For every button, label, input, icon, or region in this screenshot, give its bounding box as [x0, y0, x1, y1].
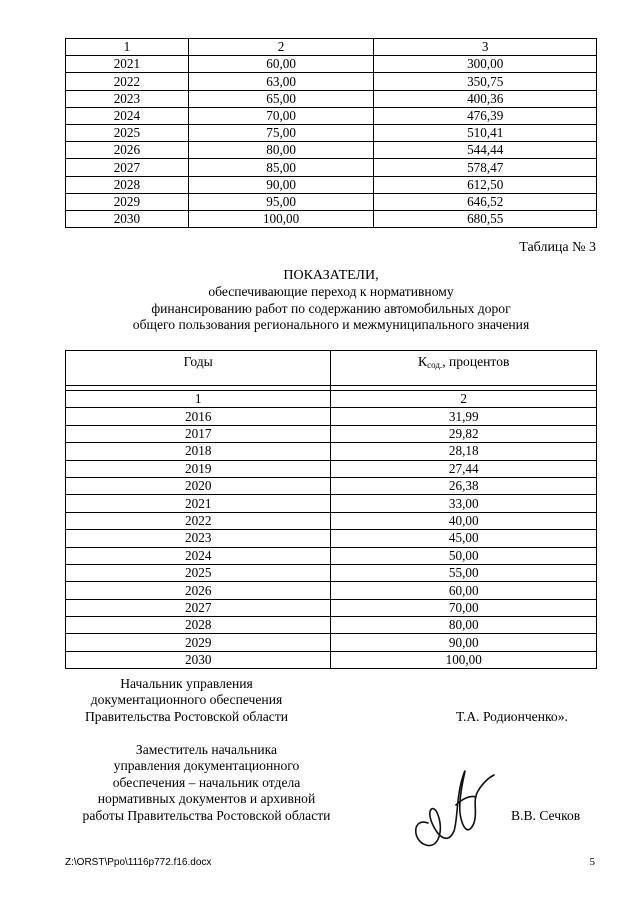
- table-row: [66, 73, 597, 90]
- table-row: [66, 210, 597, 227]
- title-line: документационного обеспечения: [90, 692, 283, 708]
- table-row: [66, 107, 597, 124]
- value-cell: 75,00: [188, 124, 374, 141]
- year-cell: 2025: [66, 564, 331, 581]
- table-header-row: [66, 39, 597, 56]
- heading-line: обеспечивающие переход к нормативному: [208, 284, 454, 300]
- percent-cell: 31,99: [331, 408, 597, 425]
- year-cell: 2020: [66, 477, 331, 494]
- percent-cell: 28,18: [331, 443, 597, 460]
- year-cell: 2026: [66, 142, 189, 159]
- table-row: [66, 408, 597, 425]
- header-k-percent: [331, 351, 597, 386]
- value-cell: 300,00: [374, 56, 597, 73]
- signatory-1-name: Т.А. Родионченко».: [456, 709, 568, 724]
- value-cell: 63,00: [188, 73, 374, 90]
- title-line: Начальник управления: [120, 676, 253, 691]
- year-cell: 2027: [66, 599, 331, 616]
- indicators-table-continued: [65, 38, 597, 228]
- table-row: [66, 425, 597, 442]
- value-cell: 350,75: [374, 73, 597, 90]
- table-row: [66, 564, 597, 581]
- table-header-row: [66, 351, 597, 386]
- value-cell: 510,41: [374, 124, 597, 141]
- year-cell: 2023: [66, 530, 331, 547]
- value-cell: 65,00: [188, 90, 374, 107]
- percent-cell: 29,82: [331, 425, 597, 442]
- year-cell: 2027: [66, 159, 189, 176]
- year-cell: 2029: [66, 193, 189, 210]
- percent-cell: 90,00: [331, 634, 597, 651]
- table-row: [66, 651, 597, 668]
- value-cell: 680,55: [374, 210, 597, 227]
- table-row: [66, 547, 597, 564]
- table-row: [66, 512, 597, 529]
- column-number: 1: [66, 39, 189, 56]
- title-line: Заместитель начальника: [135, 742, 278, 757]
- table-row: [66, 634, 597, 651]
- value-cell: 100,00: [188, 210, 374, 227]
- value-cell: 90,00: [188, 176, 374, 193]
- table-row: [66, 617, 597, 634]
- year-cell: 2016: [66, 408, 331, 425]
- table-row: [66, 443, 597, 460]
- indicators-table-3: [65, 350, 597, 669]
- title-line: управления документационного: [113, 758, 300, 774]
- value-cell: 612,50: [374, 176, 597, 193]
- k-unit: , процентов: [442, 354, 510, 369]
- year-cell: 2025: [66, 124, 189, 141]
- percent-cell: 60,00: [331, 582, 597, 599]
- year-cell: 2022: [66, 73, 189, 90]
- year-cell: 2021: [66, 495, 331, 512]
- percent-cell: 80,00: [331, 617, 597, 634]
- signatory-2-name: В.В. Сечков: [511, 808, 581, 823]
- percent-cell: 45,00: [331, 530, 597, 547]
- table-row: [66, 159, 597, 176]
- percent-cell: 40,00: [331, 512, 597, 529]
- heading-title: ПОКАЗАТЕЛИ,: [283, 268, 379, 283]
- value-cell: 60,00: [188, 56, 374, 73]
- table-heading: [65, 268, 597, 333]
- year-cell: 2030: [66, 651, 331, 668]
- column-number: 2: [188, 39, 374, 56]
- percent-cell: 100,00: [331, 651, 597, 668]
- year-cell: 2024: [66, 107, 189, 124]
- heading-line: общего пользования регионального и межмуниципального значения: [132, 316, 530, 332]
- table-row: [66, 176, 597, 193]
- value-cell: 400,36: [374, 90, 597, 107]
- title-line: обеспечения – начальник отдела: [112, 774, 301, 790]
- table-row: [66, 582, 597, 599]
- table-caption: Таблица № 3: [519, 240, 596, 255]
- table-row: [66, 56, 597, 73]
- heading-line: финансированию работ по содержанию автомобильных дорог: [151, 300, 511, 316]
- table-row: [66, 142, 597, 159]
- percent-cell: 27,44: [331, 460, 597, 477]
- table-row: [66, 530, 597, 547]
- column-numbers-row: [66, 391, 597, 408]
- table-row: [66, 193, 597, 210]
- year-cell: 2028: [66, 176, 189, 193]
- year-cell: 2018: [66, 443, 331, 460]
- value-cell: 646,52: [374, 193, 597, 210]
- table-row: [66, 124, 597, 141]
- value-cell: 80,00: [188, 142, 374, 159]
- percent-cell: 55,00: [331, 564, 597, 581]
- k-subscript: сод.: [427, 360, 443, 370]
- table-row: [66, 460, 597, 477]
- value-cell: 476,39: [374, 107, 597, 124]
- column-number: 3: [374, 39, 597, 56]
- percent-cell: 70,00: [331, 599, 597, 616]
- column-number: 1: [66, 391, 331, 408]
- table-row: [66, 90, 597, 107]
- percent-cell: 50,00: [331, 547, 597, 564]
- year-cell: 2028: [66, 617, 331, 634]
- year-cell: 2017: [66, 425, 331, 442]
- value-cell: 70,00: [188, 107, 374, 124]
- table-row: [66, 477, 597, 494]
- year-cell: 2030: [66, 210, 189, 227]
- title-line: работы Правительства Ростовской области: [82, 807, 331, 823]
- table-row: [66, 495, 597, 512]
- signatory-1-title: [65, 676, 308, 725]
- value-cell: 95,00: [188, 193, 374, 210]
- percent-cell: 33,00: [331, 495, 597, 512]
- year-cell: 2024: [66, 547, 331, 564]
- table-row: [66, 599, 597, 616]
- page-number: 5: [589, 856, 595, 868]
- title-line: Правительства Ростовской области: [84, 708, 289, 724]
- year-cell: 2029: [66, 634, 331, 651]
- year-cell: 2019: [66, 460, 331, 477]
- percent-cell: 26,38: [331, 477, 597, 494]
- year-cell: 2021: [66, 56, 189, 73]
- value-cell: 544,44: [374, 142, 597, 159]
- year-cell: 2023: [66, 90, 189, 107]
- handwritten-signature: [398, 765, 498, 855]
- year-cell: 2022: [66, 512, 331, 529]
- file-path: Z:\ORST\Ppo\1116p772.f16.docx: [65, 857, 212, 868]
- header-years: Годы: [66, 351, 331, 386]
- k-symbol: К: [418, 354, 428, 369]
- value-cell: 578,47: [374, 159, 597, 176]
- title-line: нормативных документов и архивной: [97, 791, 316, 807]
- column-number: 2: [331, 391, 597, 408]
- value-cell: 85,00: [188, 159, 374, 176]
- year-cell: 2026: [66, 582, 331, 599]
- signatory-2-title: [65, 742, 348, 824]
